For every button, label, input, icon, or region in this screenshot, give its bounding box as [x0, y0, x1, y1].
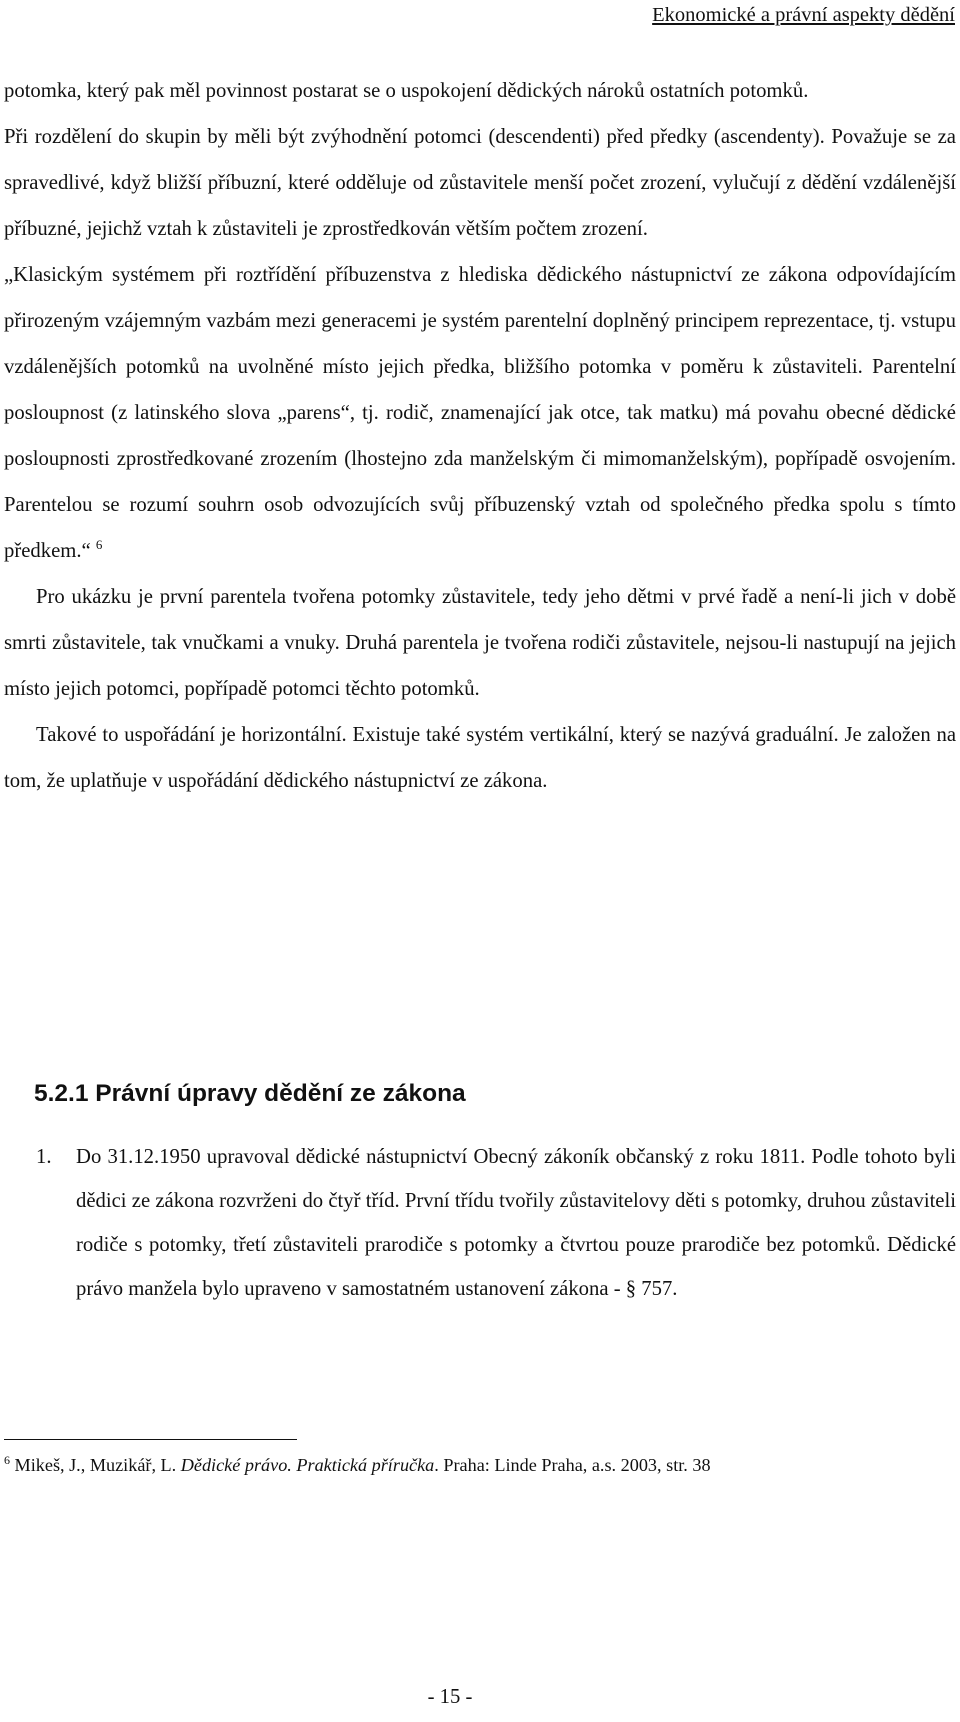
footnote-divider — [4, 1439, 297, 1440]
running-header: Ekonomické a právní aspekty dědění — [652, 4, 955, 26]
list-item-number: 1. — [36, 1146, 52, 1168]
numbered-list — [36, 1135, 956, 1311]
paragraph-continuation: potomka, který pak měl povinnost postarat se o uspokojení dědických nároků ostatních potomků. — [4, 80, 809, 102]
quote-text: „Klasickým systémem při roztřídění příbuzenstva z hlediska dědického nástupnictví ze zákona odpovídajícím přirozeným vzájemným vazbám mezi generacemi je systém parentelní doplněný principem reprezentace, tj. vstupu vzdálenějších potomků na uvolněné místo jejich předka, bližšího potomka v poměru k zůstaviteli. Parentelní posloupnost (z latinského slova „parens“, tj. rodič, znamenající jak otce, tak matku) má povahu obecné dědické posloupnosti zprostředkované zrozením (lhostejno zda manželským či mimomanželským), popřípadě osvojením. Parentelou se rozumí souhrn osob odvozujících svůj příbuzenský vztah od společného předka spolu s tímto předkem.“ — [4, 264, 956, 562]
list-item — [36, 1135, 956, 1311]
paragraph-descendants: Při rozdělení do skupin by měli být zvýhodnění potomci (descendenti) před předky (ascendenty). Považuje se za spravedlivé, když bližší příbuzní, které odděluje od zůstavitele menší počet zrození, vylučují z dědění vzdálenější příbuzné, jejichž vztah k zůstaviteli je zprostředkován větším počtem zrození. — [4, 126, 956, 240]
footnote-authors: Mikeš, J., Muzikář, L. — [14, 1455, 181, 1475]
list-item-text: Do 31.12.1950 upravoval dědické nástupnictví Obecný zákoník občanský z roku 1811. Podle tohoto byli dědici ze zákona rozvrženi do čtyř tříd. První třídu tvořily zůstavitelovy děti s potomky, druhou zůstaviteli rodiče s potomky, třetí zůstaviteli prarodiče s potomky a čtvrtou pouze prarodiče bez potomků. Dědické právo manžela bylo upraveno v samostatném ustanovení zákona - § 757. — [76, 1146, 956, 1300]
footnote-publication: . Praha: Linde Praha, a.s. 2003, str. 38 — [434, 1455, 711, 1475]
body-text — [4, 68, 956, 804]
footnote-book-title: Dědické právo. Praktická příručka — [180, 1455, 435, 1475]
paragraph-horizontal-system: Takové to uspořádání je horizontální. Existuje také systém vertikální, který se nazývá graduální. Je založen na tom, že uplatňuje v uspořádání dědického nástupnictví ze zákona. — [4, 724, 956, 792]
page-number: - 15 - — [427, 1686, 473, 1708]
paragraph-parentela-example: Pro ukázku je první parentela tvořena potomky zůstavitele, tedy jeho dětmi v prvé řadě a není-li jich v době smrti zůstavitele, tak vnučkami a vnuky. Druhá parentela je tvořena rodiči zůstavitele, nejsou-li nastupují na jejich místo jejich potomci, popřípadě potomci těchto potomků. — [4, 586, 956, 700]
footnote — [4, 1452, 956, 1478]
section-heading: 5.2.1 Právní úpravy dědění ze zákona — [34, 1080, 466, 1107]
footnote-number: 6 — [4, 1452, 10, 1467]
paragraph-quote — [4, 252, 956, 574]
footnote-reference[interactable]: 6 — [95, 537, 103, 553]
